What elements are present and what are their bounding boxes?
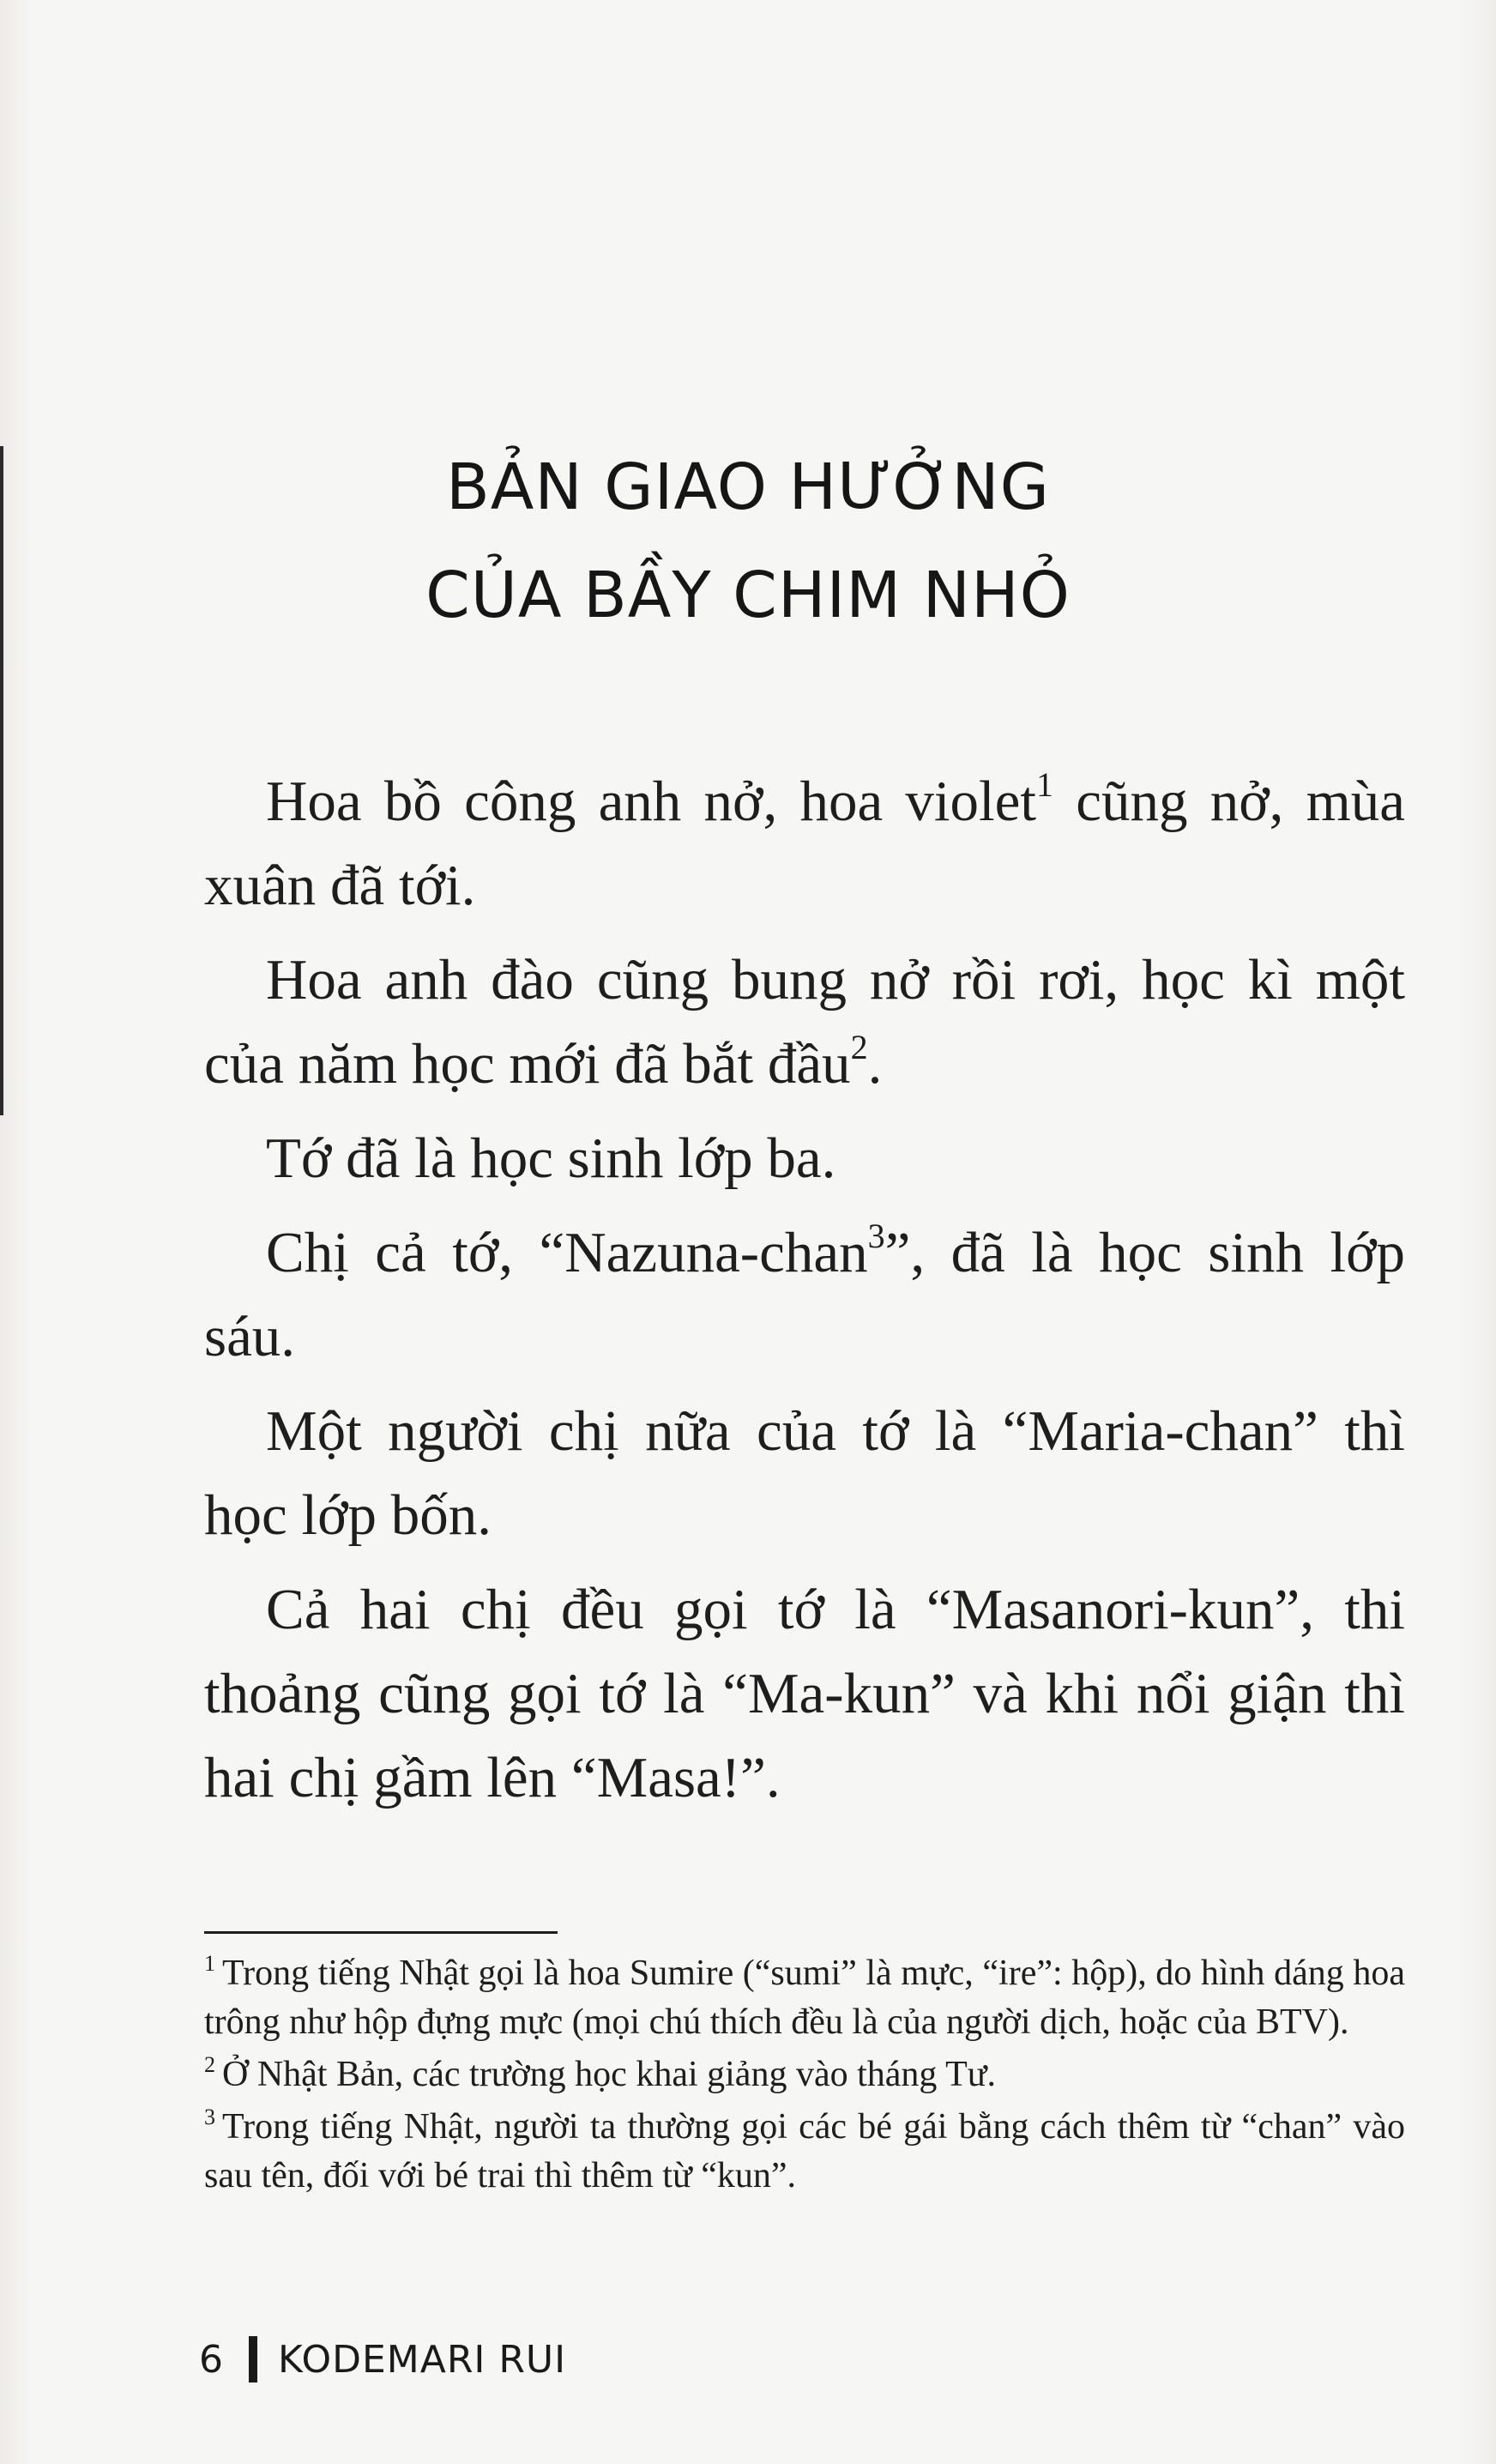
author-name: KODEMARI RUI [278,2337,567,2382]
page-number: 6 [199,2337,223,2382]
footnote-ref: 2 [850,1028,868,1066]
footnote-divider [204,1931,558,1934]
running-footer [199,2334,566,2385]
footnote-text: Trong tiếng Nhật, người ta thường gọi các bé gái bằng cách thêm từ “chan” vào sau tên, đối với bé trai thì thêm từ “kun”. [204,2107,1405,2195]
footnote-ref: 3 [867,1217,885,1255]
chapter-title-line-2: CỦA BẦY CHIM NHỎ [425,559,1071,632]
chapter-title-line-1: BẢN GIAO HƯỞNG [446,450,1050,524]
paragraph [204,1389,1405,1557]
paragraph [204,759,1405,927]
paragraph [204,1116,1405,1200]
footnotes [204,1949,1405,2201]
footnote-mark: 2 [204,2052,215,2077]
paragraph-text: Chị cả tớ, “Nazuna-chan [266,1221,868,1284]
footer-separator-bar [249,2336,257,2382]
body-text [204,759,1405,1820]
footnote [204,2050,1405,2099]
footnote [204,1949,1405,2047]
footnote-mark: 3 [204,2105,215,2129]
footnote-text: Ở Nhật Bản, các trường học khai giảng vào tháng Tư. [222,2055,997,2094]
paragraph [204,1567,1405,1820]
footnote-ref: 1 [1036,765,1054,804]
footnote-mark: 1 [204,1951,215,1976]
paragraph-text: Một người chị nữa của tớ là “Maria-chan” thì học lớp bốn. [204,1399,1405,1547]
paragraph-text-tail: cũng nở, mùa xuân đã tới. [204,770,1405,917]
footnote [204,2103,1405,2201]
chapter-title [0,433,1496,649]
paragraph-text: Cả hai chị đều gọi tớ là “Masanori-kun”, thi thoảng cũng gọi tớ là “Ma-kun” và khi nổi giận thì hai chị gầm lên “Masa!”. [204,1578,1405,1809]
paragraph-text: Tớ đã là học sinh lớp ba. [266,1126,836,1190]
paragraph [204,1211,1405,1379]
paragraph-text: Hoa anh đào cũng bung nở rồi rơi, học kì một của năm học mới đã bắt đầu [204,948,1405,1096]
paragraph [204,938,1405,1106]
paragraph-text-tail: . [867,1032,883,1096]
footnote-text: Trong tiếng Nhật gọi là hoa Sumire (“sumi” là mực, “ire”: hộp), do hình dáng hoa trông như hộp đựng mực (mọi chú thích đều là của người dịch, hoặc của BTV). [204,1954,1405,2042]
paragraph-text-tail: ”, đã là học sinh lớp sáu. [204,1221,1405,1368]
paragraph-text: Hoa bồ công anh nở, hoa violet [266,770,1037,833]
